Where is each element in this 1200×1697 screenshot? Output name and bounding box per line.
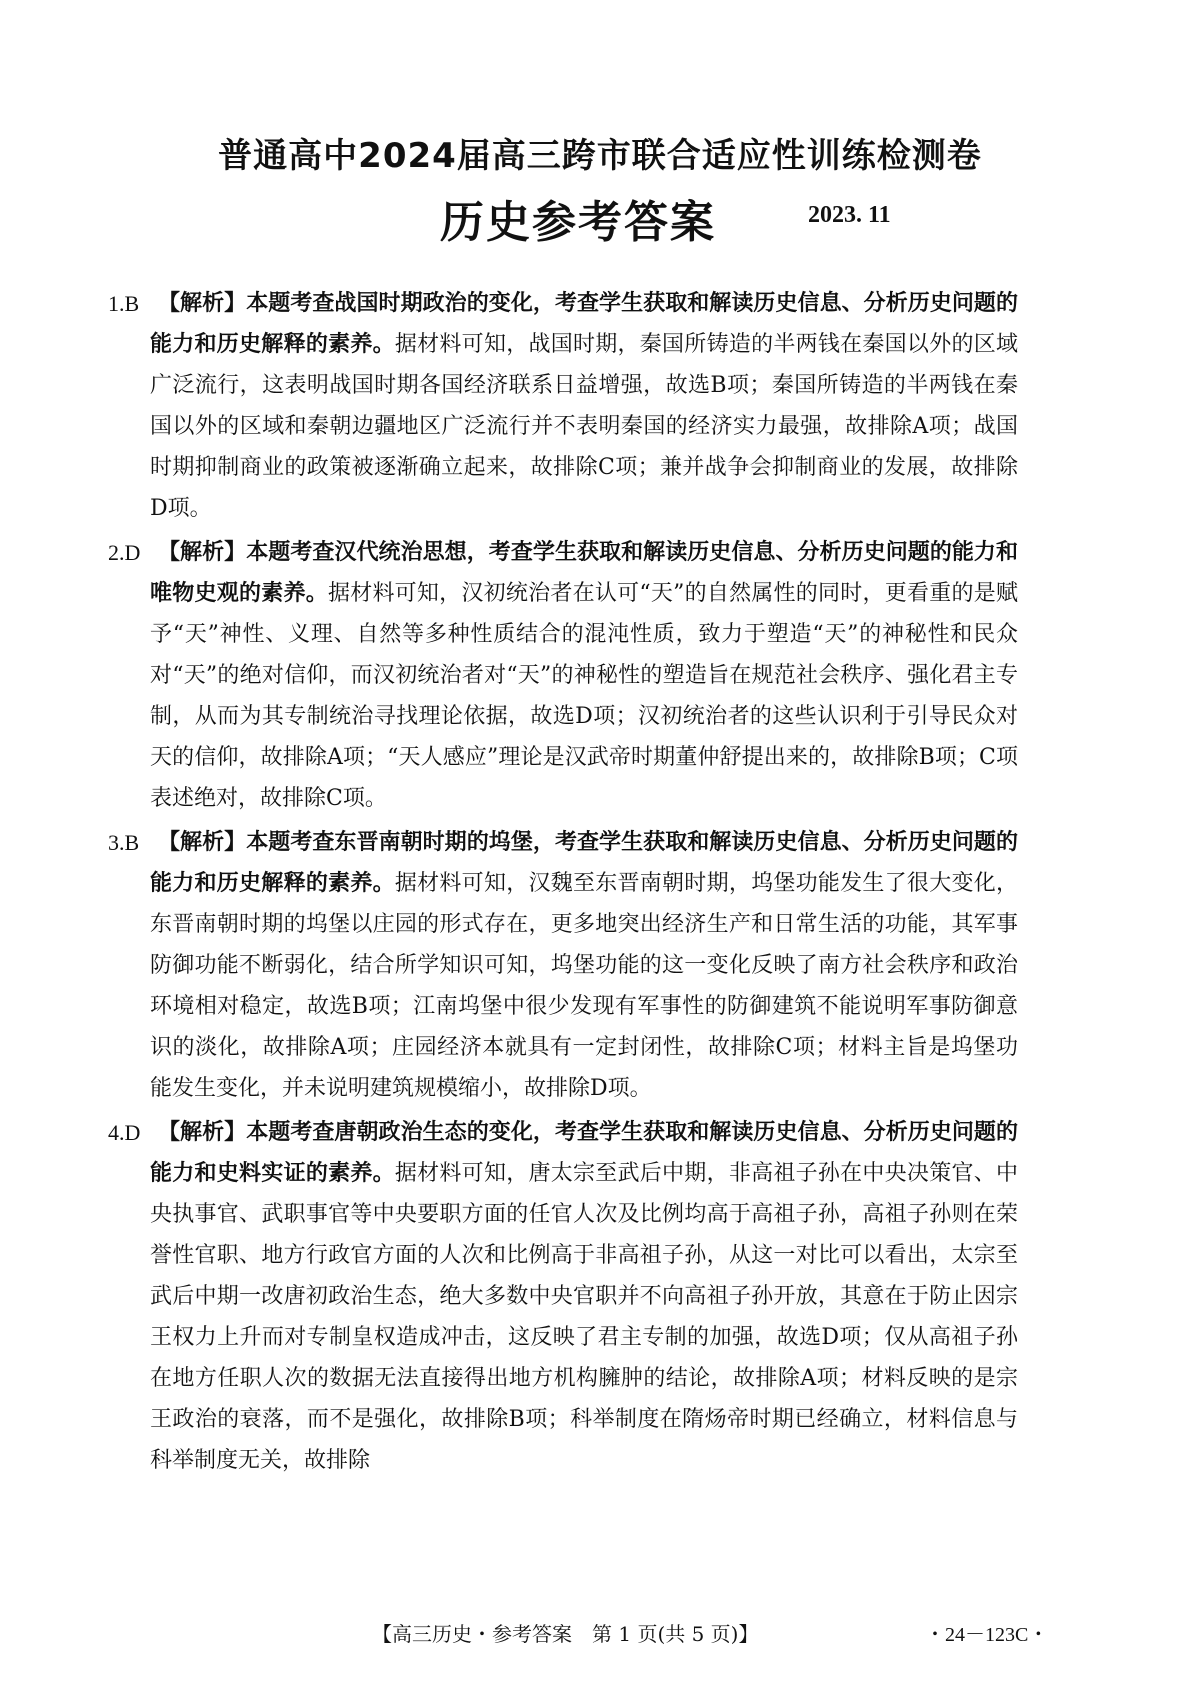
answer-number: 1.B (108, 291, 140, 316)
footer-code: ・24－123C・ (925, 1624, 1049, 1646)
analysis-tag: 【解析】 (158, 830, 247, 855)
answer-explanation: 据材料可知，唐太宗至武后中期，非高祖子孙在中央决策官、中央执事官、武职事官等中央要职方面的任官人次及比例均高于高祖子孙，高祖子孙则在荣誉性官职、地方行政官方面的人次和比例高于非高祖子孙，从这一对比可以看出，太宗至武后中期一改唐初政治生态，绝大多数中央官职并不向高祖子孙开放，其意在于防止因宗王权力上升而对专制皇权造成冲击，这反映了君主专制的加强，故选D项；仅从高祖子孙在地方任职人次的数据无法直接得出地方机构臃肿的结论，故排除A项；材料反映的是宗王政治的衰落，而不是强化，故排除B项；科举制度在隋炀帝时期已经确立，材料信息与科举制度无关，故排除 (150, 1161, 1018, 1473)
answer-summary: 本题考查唐朝政治生态的变化，考查学生获取和解读历史信息、分析历史问题的能力和史料实证的素养。 (150, 1120, 1018, 1186)
answer-summary: 本题考查东晋南朝时期的坞堡，考查学生获取和解读历史信息、分析历史问题的能力和历史解释的素养。 (150, 830, 1018, 896)
analysis-tag: 【解析】 (158, 1120, 247, 1145)
answer-item-2 (108, 532, 1018, 819)
analysis-tag: 【解析】 (158, 540, 247, 565)
answer-item-1 (108, 283, 1018, 529)
answer-summary: 本题考查战国时期政治的变化，考查学生获取和解读历史信息、分析历史问题的能力和历史解释的素养。 (150, 291, 1018, 357)
answer-list (108, 283, 1018, 1484)
subtitle-row (0, 186, 1200, 246)
answer-explanation: 据材料可知，汉魏至东晋南朝时期，坞堡功能发生了很大变化，东晋南朝时期的坞堡以庄园的形式存在，更多地突出经济生产和日常生活的功能，其军事防御功能不断弱化，结合所学知识可知，坞堡功能的这一变化反映了南方社会秩序和政治环境相对稳定，故选B项；江南坞堡中很少发现有军事性的防御建筑不能说明军事防御意识的淡化，故排除A项；庄园经济本就具有一定封闭性，故排除C项；材料主旨是坞堡功能发生变化，并未说明建筑规模缩小，故排除D项。 (150, 871, 1018, 1101)
answer-item-3 (108, 822, 1018, 1109)
answer-number: 4.D (108, 1120, 141, 1145)
analysis-tag: 【解析】 (158, 291, 247, 316)
answer-explanation: 据材料可知，战国时期，秦国所铸造的半两钱在秦国以外的区域广泛流行，这表明战国时期各国经济联系日益增强，故选B项；秦国所铸造的半两钱在秦国以外的区域和秦朝边疆地区广泛流行并不表明秦国的经济实力最强，故排除A项；战国时期抑制商业的政策被逐渐确立起来，故排除C项；兼并战争会抑制商业的发展，故排除D项。 (150, 332, 1018, 521)
answer-item-4 (108, 1112, 1018, 1481)
page-footer (0, 1618, 1200, 1648)
answer-number: 3.B (108, 830, 140, 855)
footer-page-info: 【高三历史・参考答案 第 1 页(共 5 页)】 (372, 1622, 759, 1646)
document-subtitle: 历史参考答案 (440, 197, 716, 248)
answer-number: 2.D (108, 540, 141, 565)
page-title: 普通高中2024届高三跨市联合适应性训练检测卷 (218, 136, 982, 176)
answer-explanation: 据材料可知，汉初统治者在认可“天”的自然属性的同时，更看重的是赋予“天”神性、义理、自然等多种性质结合的混沌性质，致力于塑造“天”的神秘性和民众对“天”的绝对信仰，而汉初统治者对“天”的神秘性的塑造旨在规范社会秩序、强化君主专制，从而为其专制统治寻找理论依据，故选D项；汉初统治者的这些认识利于引导民众对天的信仰，故排除A项；“天人感应”理论是汉武帝时期董仲舒提出来的，故排除B项；C项表述绝对，故排除C项。 (150, 581, 1018, 811)
document-date: 2023. 11 (808, 202, 891, 228)
answer-summary: 本题考查汉代统治思想，考查学生获取和解读历史信息、分析历史问题的能力和唯物史观的素养。 (150, 540, 1018, 606)
